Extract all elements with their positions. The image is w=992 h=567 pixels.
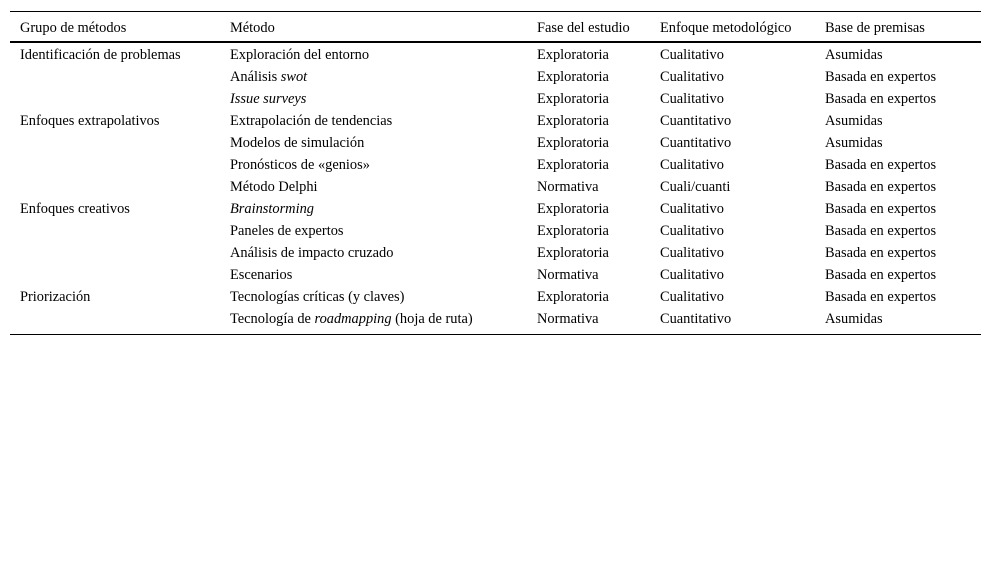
table-row <box>10 243 981 265</box>
cell-phase: Exploratoria <box>537 47 609 63</box>
method-italic-text: roadmapping <box>314 311 392 327</box>
cell-premises: Asumidas <box>825 311 883 327</box>
cell-method: Escenarios <box>230 267 293 283</box>
table-row <box>10 309 981 334</box>
cell-phase: Exploratoria <box>537 157 609 173</box>
header-phase: Fase del estudio <box>527 12 650 42</box>
cell-method <box>220 89 527 111</box>
cell-premises: Basada en expertos <box>825 267 937 283</box>
cell-phase: Normativa <box>537 267 599 283</box>
cell-phase: Exploratoria <box>537 289 609 305</box>
cell-phase: Exploratoria <box>537 245 609 261</box>
cell-group <box>10 177 220 199</box>
cell-phase: Exploratoria <box>537 69 609 85</box>
cell-method <box>220 309 527 334</box>
cell-group <box>10 309 220 334</box>
methods-table <box>10 12 981 334</box>
method-italic-text: Issue surveys <box>230 91 307 107</box>
table-row <box>10 199 981 221</box>
cell-group <box>10 133 220 155</box>
cell-phase: Exploratoria <box>537 91 609 107</box>
table-row <box>10 265 981 287</box>
table-row <box>10 221 981 243</box>
table-row <box>10 42 981 67</box>
table-header <box>10 12 981 42</box>
header-approach: Enfoque metodológico <box>650 12 815 42</box>
method-italic-text: swot <box>280 69 308 85</box>
cell-approach: Cualitativo <box>660 201 724 217</box>
cell-premises: Basada en expertos <box>825 223 937 239</box>
table-row <box>10 111 981 133</box>
method-text: Tecnología de <box>230 311 315 327</box>
methods-table-container <box>10 11 981 335</box>
cell-premises: Basada en expertos <box>825 91 937 107</box>
cell-approach: Cualitativo <box>660 47 724 63</box>
cell-method: Método Delphi <box>230 179 318 195</box>
cell-method: Modelos de simulación <box>230 135 365 151</box>
cell-method <box>220 67 527 89</box>
header-method: Método <box>220 12 527 42</box>
method-italic-text: Brainstorming <box>230 201 314 217</box>
cell-approach: Cualitativo <box>660 91 724 107</box>
header-group: Grupo de métodos <box>10 12 220 42</box>
cell-group: Enfoques creativos <box>20 201 130 217</box>
cell-method: Paneles de expertos <box>230 223 344 239</box>
cell-group <box>10 243 220 265</box>
method-suffix-text: (hoja de ruta) <box>391 311 473 327</box>
method-text: Análisis <box>230 69 281 85</box>
cell-method <box>220 199 527 221</box>
cell-phase: Normativa <box>537 311 599 327</box>
cell-approach: Cualitativo <box>660 69 724 85</box>
cell-premises: Basada en expertos <box>825 201 937 217</box>
header-premises: Base de premisas <box>815 12 981 42</box>
cell-premises: Asumidas <box>825 135 883 151</box>
cell-approach: Cualitativo <box>660 157 724 173</box>
cell-premises: Basada en expertos <box>825 157 937 173</box>
cell-premises: Basada en expertos <box>825 289 937 305</box>
cell-method: Pronósticos de «genios» <box>230 157 370 173</box>
table-row <box>10 177 981 199</box>
cell-group: Identificación de problemas <box>20 47 181 63</box>
cell-group <box>10 67 220 89</box>
cell-method: Tecnologías críticas (y claves) <box>230 289 405 305</box>
cell-approach: Cualitativo <box>660 223 724 239</box>
cell-method: Análisis de impacto cruzado <box>230 245 394 261</box>
cell-group <box>10 155 220 177</box>
cell-premises: Asumidas <box>825 47 883 63</box>
table-row <box>10 67 981 89</box>
cell-approach: Cualitativo <box>660 245 724 261</box>
header-row <box>10 12 981 42</box>
cell-approach: Cuali/cuanti <box>660 179 731 195</box>
cell-method: Exploración del entorno <box>230 47 370 63</box>
cell-phase: Exploratoria <box>537 113 609 129</box>
cell-premises: Basada en expertos <box>825 179 937 195</box>
table-row <box>10 155 981 177</box>
cell-phase: Exploratoria <box>537 135 609 151</box>
table-body <box>10 42 981 334</box>
cell-group <box>10 221 220 243</box>
cell-group: Enfoques extrapolativos <box>20 113 160 129</box>
cell-approach: Cuantitativo <box>660 113 732 129</box>
table-row <box>10 133 981 155</box>
table-row <box>10 287 981 309</box>
cell-premises: Basada en expertos <box>825 69 937 85</box>
table-row <box>10 89 981 111</box>
cell-approach: Cualitativo <box>660 267 724 283</box>
cell-group <box>10 89 220 111</box>
cell-approach: Cuantitativo <box>660 311 732 327</box>
cell-method: Extrapolación de tendencias <box>230 113 393 129</box>
cell-premises: Asumidas <box>825 113 883 129</box>
cell-group <box>10 265 220 287</box>
cell-phase: Normativa <box>537 179 599 195</box>
cell-phase: Exploratoria <box>537 201 609 217</box>
cell-phase: Exploratoria <box>537 223 609 239</box>
cell-approach: Cuantitativo <box>660 135 732 151</box>
cell-approach: Cualitativo <box>660 289 724 305</box>
cell-group: Priorización <box>20 289 91 305</box>
cell-premises: Basada en expertos <box>825 245 937 261</box>
